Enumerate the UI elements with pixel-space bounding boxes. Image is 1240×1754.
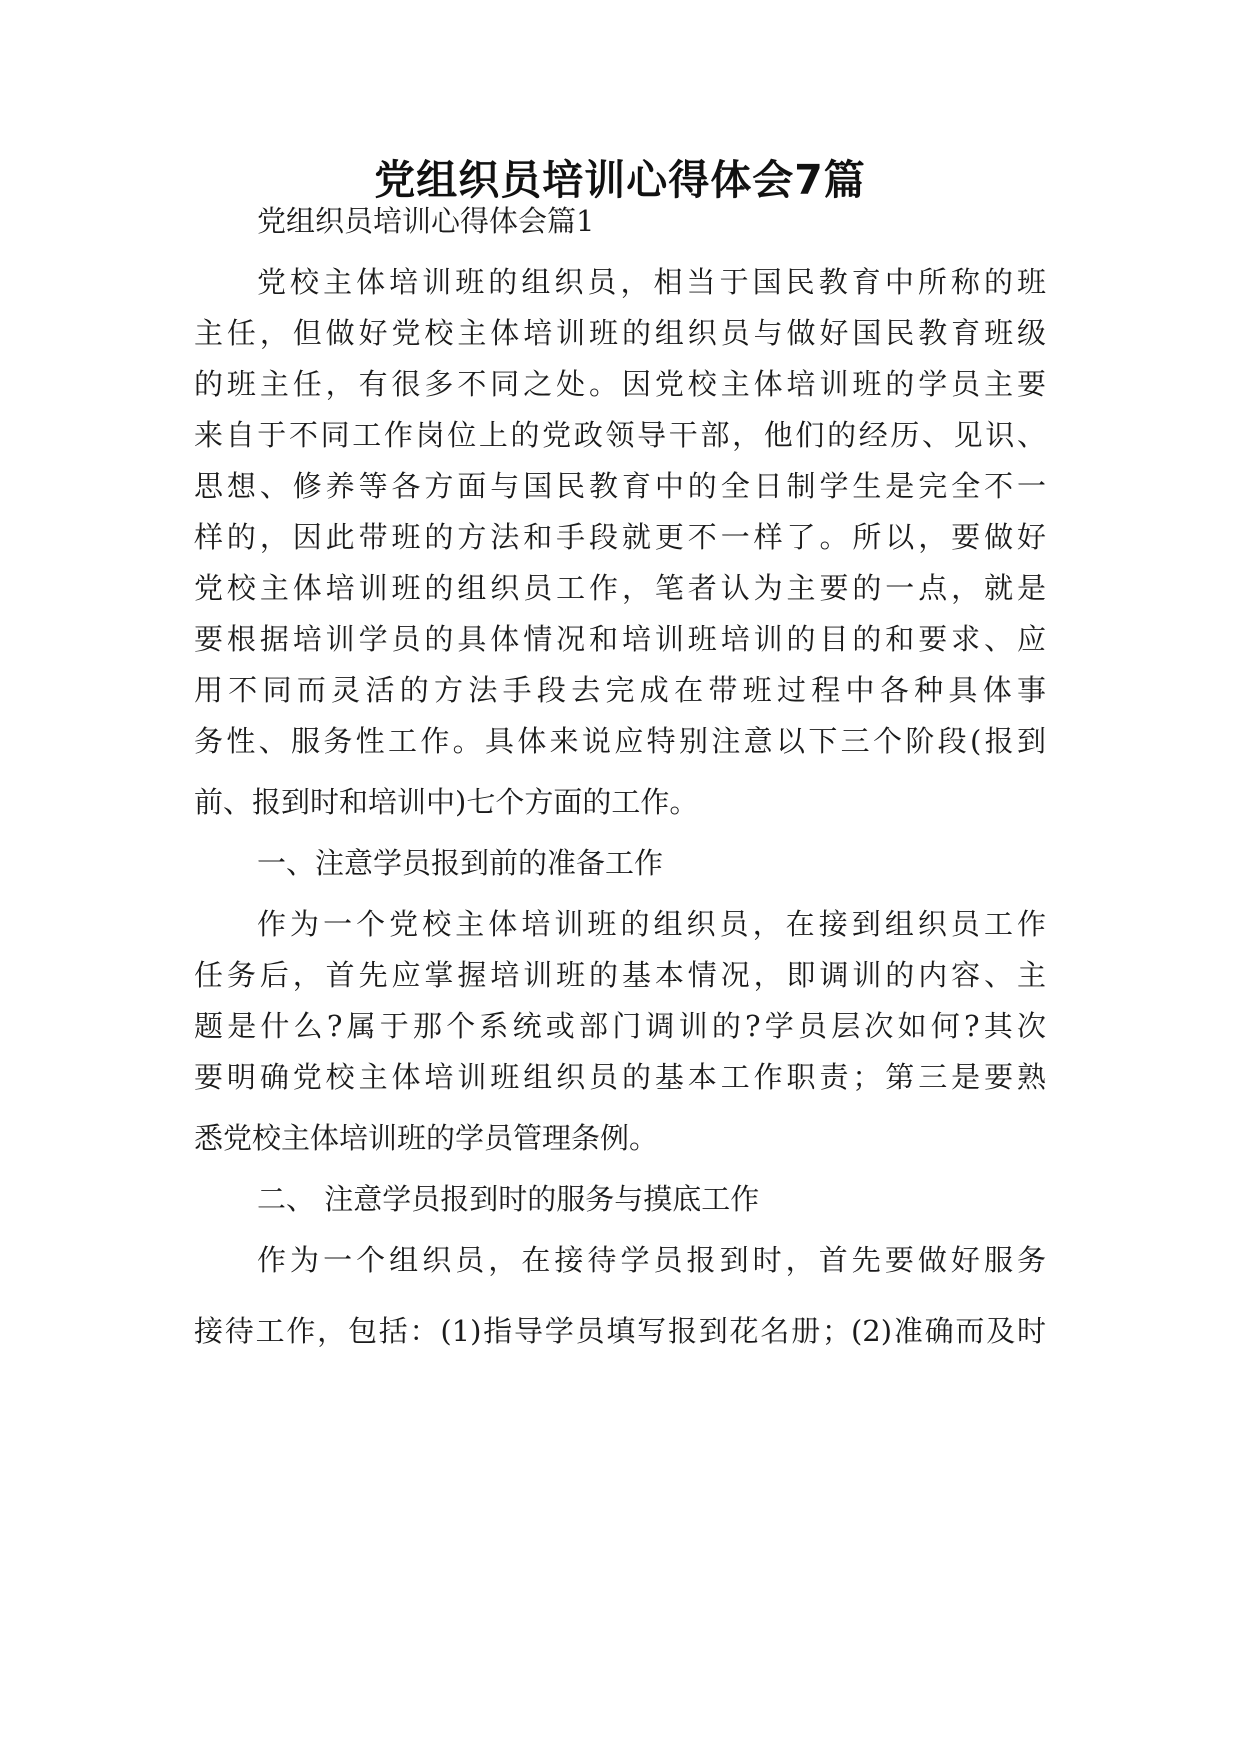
- paragraph-line: 思想、修养等各方面与国民教育中的全日制学生是完全不一: [194, 469, 1046, 503]
- paragraph-line: 党校主体培训班的组织员工作，笔者认为主要的一点，就是: [194, 571, 1046, 605]
- section-heading-1: 党组织员培训心得体会篇1: [257, 204, 595, 238]
- section-heading: 二、 注意学员报到时的服务与摸底工作: [257, 1182, 760, 1216]
- paragraph-line: 要明确党校主体培训班组织员的基本工作职责；第三是要熟: [194, 1060, 1046, 1094]
- paragraph-line: 前、报到时和培训中)七个方面的工作。: [194, 785, 699, 819]
- section-heading: 一、注意学员报到前的准备工作: [257, 846, 664, 880]
- paragraph-line: 任务后，首先应掌握培训班的基本情况，即调训的内容、主: [194, 958, 1046, 992]
- paragraph-line: 主任，但做好党校主体培训班的组织员与做好国民教育班级: [194, 316, 1046, 350]
- paragraph-line: 题是什么?属于那个系统或部门调训的?学员层次如何?其次: [194, 1009, 1046, 1043]
- paragraph-line: 悉党校主体培训班的学员管理条例。: [194, 1121, 659, 1155]
- paragraph-line: 务性、服务性工作。具体来说应特别注意以下三个阶段(报到: [194, 724, 1046, 758]
- paragraph-line: 样的，因此带班的方法和手段就更不一样了。所以，要做好: [194, 520, 1046, 554]
- document-title: 党组织员培训心得体会7篇: [374, 156, 866, 204]
- paragraph-line: 来自于不同工作岗位上的党政领导干部，他们的经历、见识、: [194, 418, 1046, 452]
- paragraph-line: 要根据培训学员的具体情况和培训班培训的目的和要求、应: [194, 622, 1046, 656]
- paragraph-line: 作为一个组织员，在接待学员报到时，首先要做好服务: [257, 1243, 1046, 1277]
- paragraph-line: 党校主体培训班的组织员，相当于国民教育中所称的班: [257, 265, 1046, 299]
- paragraph-line: 用不同而灵活的方法手段去完成在带班过程中各种具体事: [194, 673, 1046, 707]
- paragraph-line: 接待工作，包括：(1)指导学员填写报到花名册；(2)准确而及时: [194, 1314, 1046, 1348]
- paragraph-line: 的班主任，有很多不同之处。因党校主体培训班的学员主要: [194, 367, 1046, 401]
- paragraph-line: 作为一个党校主体培训班的组织员，在接到组织员工作: [257, 907, 1046, 941]
